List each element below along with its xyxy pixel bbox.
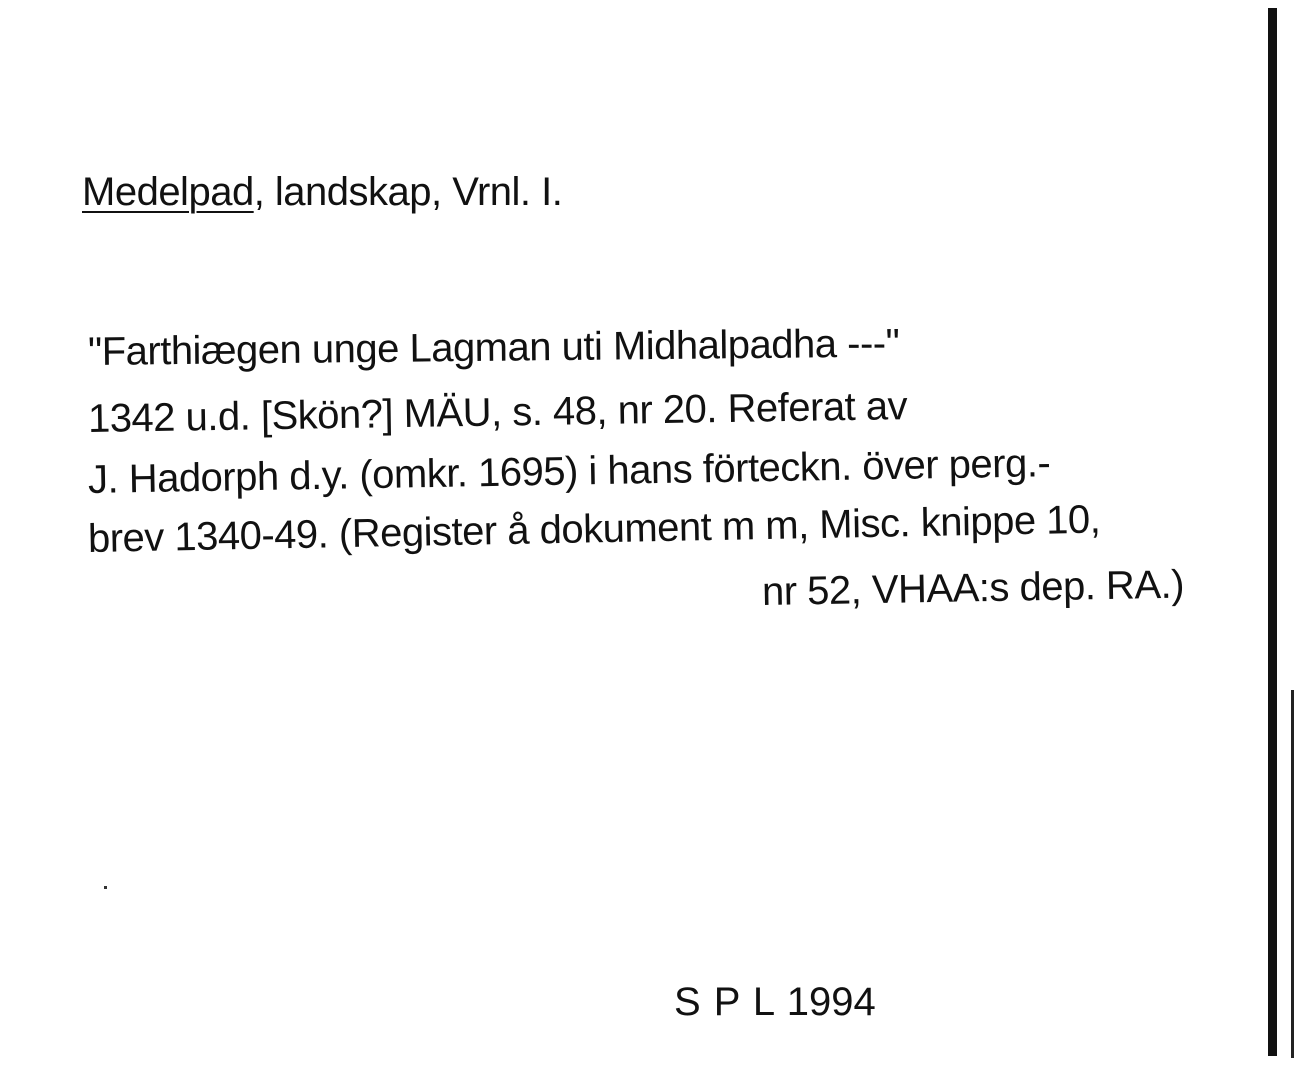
card-edge-line xyxy=(1291,690,1294,1058)
card-heading xyxy=(82,170,562,215)
card-edge-shadow xyxy=(1268,8,1277,1056)
signature: S P L 1994 xyxy=(674,980,876,1024)
reference-line-3: brev 1340-49. (Register å dokument m m, Misc. knippe 10, xyxy=(87,497,1101,561)
reference-line-1: 1342 u.d. [Skön?] MÄU, s. 48, nr 20. Referat av xyxy=(87,384,908,441)
place-name: Medelpad xyxy=(82,170,254,214)
reference-line-2: J. Hadorph d.y. (omkr. 1695) i hans förteckn. över perg.- xyxy=(87,441,1051,502)
reference-line-4: nr 52, VHAA:s dep. RA.) xyxy=(761,562,1185,614)
scan-speck xyxy=(104,886,107,889)
heading-rest: , landskap, Vrnl. I. xyxy=(253,170,563,214)
quote-line: "Farthiægen unge Lagman uti Midhalpadha ---" xyxy=(87,321,900,374)
